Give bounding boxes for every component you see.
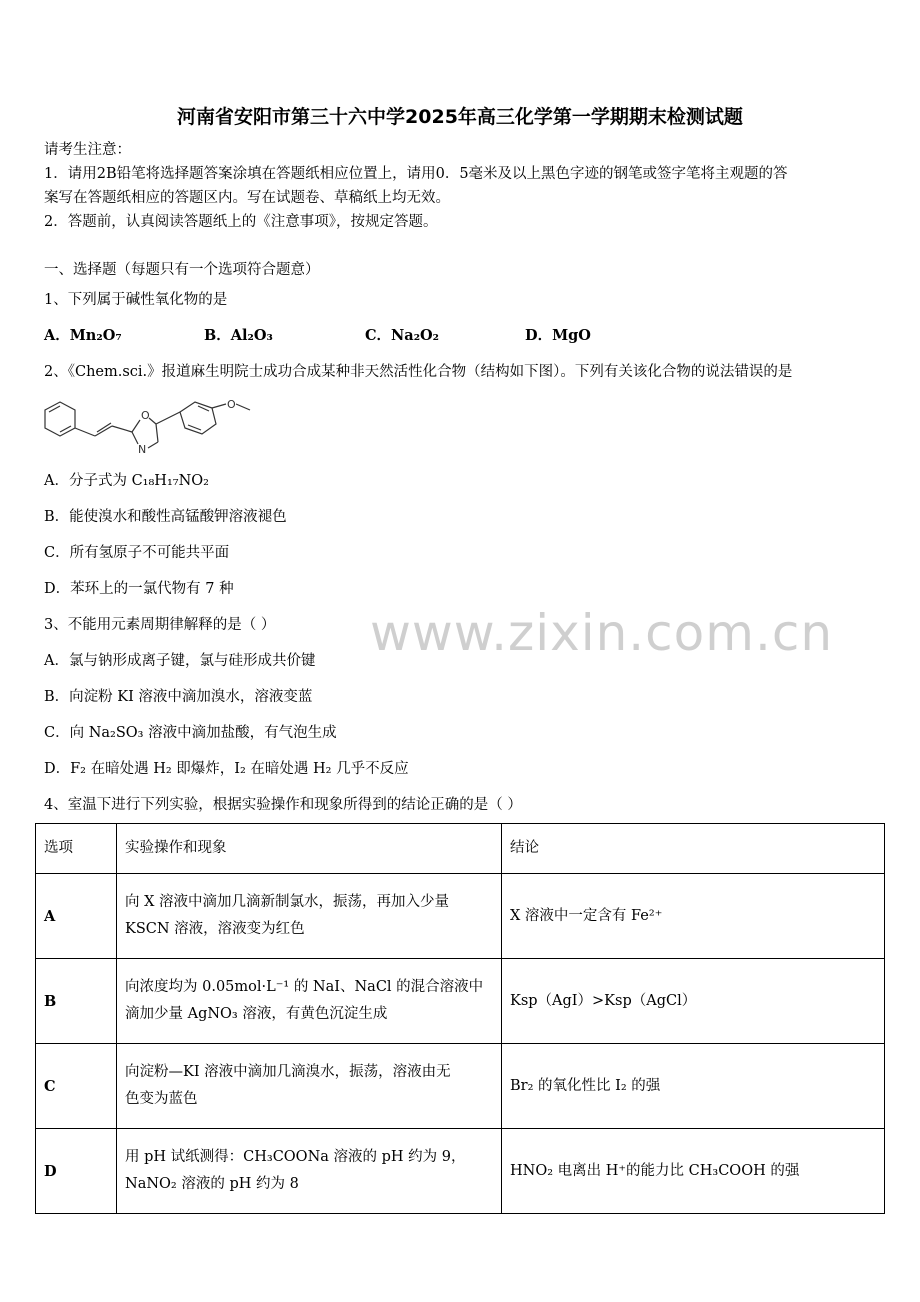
row-conclusion: HNO₂ 电离出 H⁺的能力比 CH₃COOH 的强 (502, 1129, 885, 1214)
operation-line: NaNO₂ 溶液的 pH 约为 8 (125, 1176, 299, 1192)
q3-option-c: C．向 Na₂SO₃ 溶液中滴加盐酸，有气泡生成 (44, 725, 337, 741)
row-option: B (36, 959, 117, 1044)
question-3-stem: 3、不能用元素周期律解释的是（ ） (44, 617, 276, 633)
q3-option-d: D．F₂ 在暗处遇 H₂ 即爆炸，I₂ 在暗处遇 H₂ 几乎不反应 (44, 761, 409, 777)
page-title: 河南省安阳市第三十六中学2025年高三化学第一学期期末检测试题 (177, 106, 743, 128)
atom-o-ring: O (141, 409, 150, 422)
question-1-stem: 1、下列属于碱性氧化物的是 (44, 292, 228, 308)
question-4-stem: 4、室温下进行下列实验，根据实验操作和现象所得到的结论正确的是（ ） (44, 797, 522, 813)
q1-option-a: A．Mn₂O₇ (44, 327, 122, 344)
atom-n-ring: N (138, 443, 147, 456)
row-option: C (36, 1044, 117, 1129)
q2-option-d: D．苯环上的一氯代物有 7 种 (44, 581, 234, 597)
row-conclusion: X 溶液中一定含有 Fe²⁺ (502, 874, 885, 959)
header-conclusion: 结论 (502, 824, 885, 874)
notice-heading: 请考生注意： (44, 142, 131, 158)
row-operation (117, 1129, 502, 1214)
row-operation (117, 1044, 502, 1129)
question-2-stem: 2、《Chem.sci.》报道麻生明院士成功合成某种非天然活性化合物（结构如下图）。下列有关该化合物的说法错误的是 (44, 364, 793, 380)
molecule-structure (40, 390, 270, 460)
row-option: A (36, 874, 117, 959)
table-row (36, 959, 885, 1044)
table-row (36, 1129, 885, 1214)
q2-option-a: A．分子式为 C₁₈H₁₇NO₂ (44, 473, 209, 489)
table-header-row (36, 824, 885, 874)
q3-option-a: A．氯与钠形成离子键，氯与硅形成共价键 (44, 653, 316, 669)
q1-option-c: C．Na₂O₂ (365, 327, 440, 344)
q1-option-b: B．Al₂O₃ (204, 327, 273, 344)
operation-line: 向 X 溶液中滴加几滴新制氯水，振荡，再加入少量 (125, 894, 450, 910)
row-conclusion: Ksp（AgI）>Ksp（AgCl） (502, 959, 885, 1044)
operation-line: 向淀粉—KI 溶液中滴加几滴溴水，振荡，溶液由无 (125, 1064, 451, 1080)
operation-line: 滴加少量 AgNO₃ 溶液，有黄色沉淀生成 (125, 1006, 388, 1022)
table-row (36, 874, 885, 959)
watermark: www.zixin.com.cn (370, 604, 834, 662)
q2-option-c: C．所有氢原子不可能共平面 (44, 545, 230, 561)
row-conclusion: Br₂ 的氧化性比 I₂ 的强 (502, 1044, 885, 1129)
operation-line: KSCN 溶液，溶液变为红色 (125, 921, 305, 937)
table-row (36, 1044, 885, 1129)
operation-line: 用 pH 试纸测得：CH₃COONa 溶液的 pH 约为 9， (125, 1149, 466, 1165)
notice-item-1: 1．请用2B铅笔将选择题答案涂填在答题纸相应位置上，请用0．5毫米及以上黑色字迹的钢笔或签字笔将主观题的答 (44, 166, 788, 182)
row-option: D (36, 1129, 117, 1214)
section-heading: 一、选择题（每题只有一个选项符合题意） (44, 262, 320, 278)
atom-o-methoxy: O (227, 398, 236, 411)
operation-line: 向浓度均为 0.05mol·L⁻¹ 的 NaI、NaCl 的混合溶液中 (125, 979, 484, 995)
row-operation (117, 959, 502, 1044)
row-operation (117, 874, 502, 959)
experiment-table (35, 823, 885, 1214)
q1-option-d: D．MgO (525, 327, 591, 344)
notice-item-1-cont: 案写在答题纸相应的答题区内。写在试题卷、草稿纸上均无效。 (44, 190, 450, 206)
header-operation: 实验操作和现象 (117, 824, 502, 874)
notice-item-2: 2．答题前，认真阅读答题纸上的《注意事项》，按规定答题。 (44, 214, 438, 230)
operation-line: 色变为蓝色 (125, 1091, 198, 1107)
q3-option-b: B．向淀粉 KI 溶液中滴加溴水，溶液变蓝 (44, 689, 313, 705)
q2-option-b: B．能使溴水和酸性高锰酸钾溶液褪色 (44, 509, 287, 525)
header-option: 选项 (36, 824, 117, 874)
